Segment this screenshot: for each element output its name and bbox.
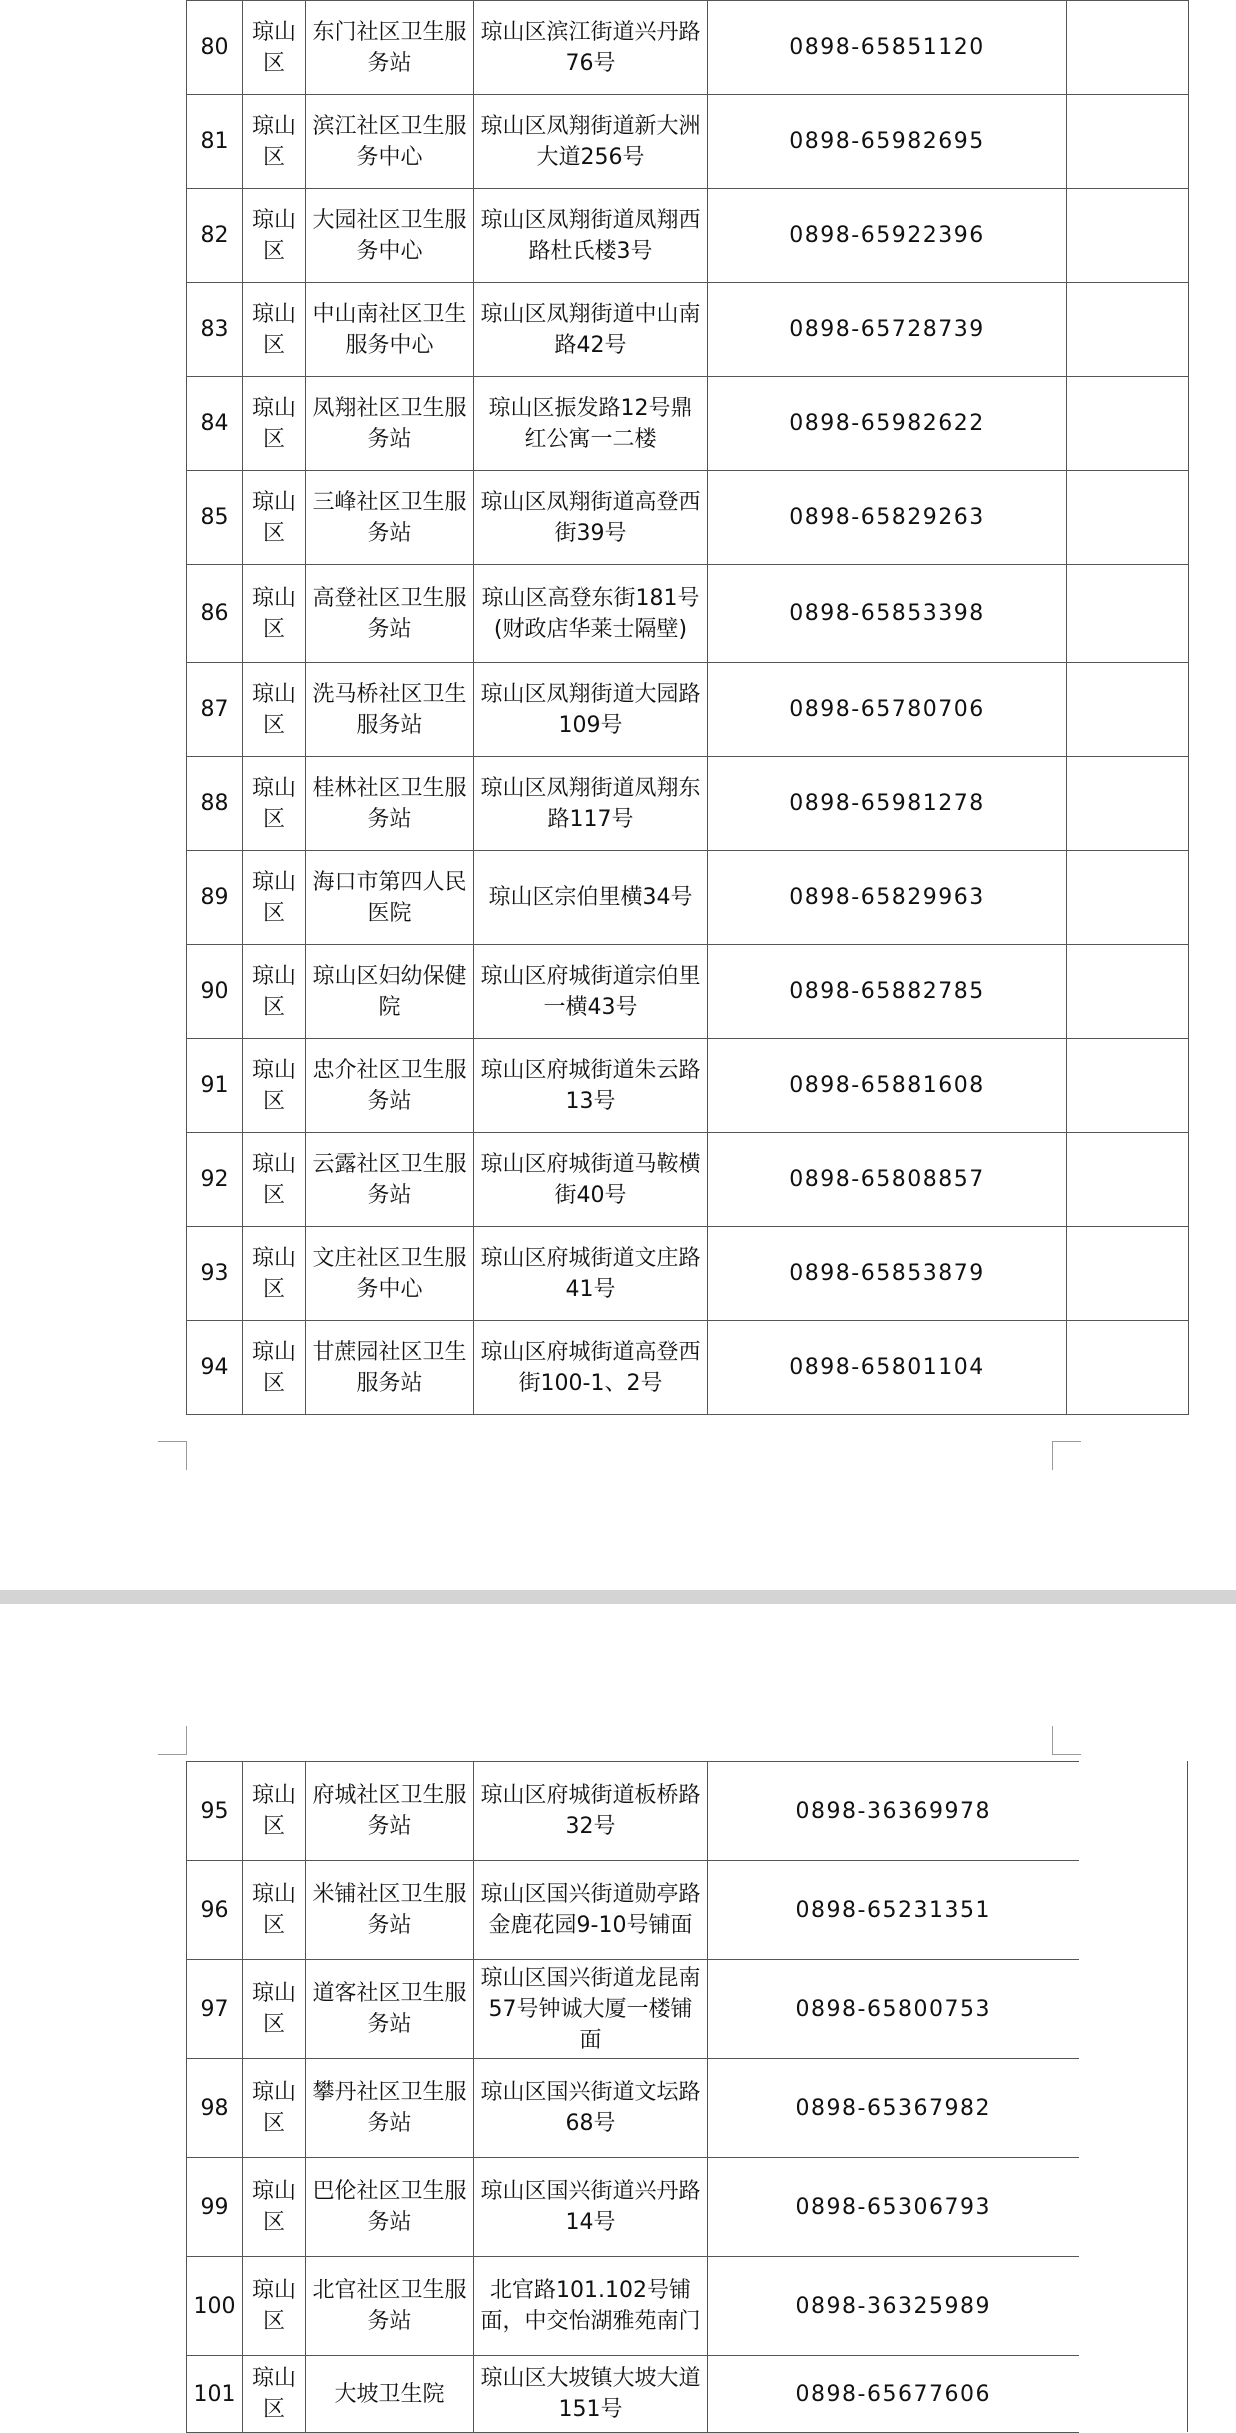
phone-cell: 0898-65808857 (708, 1133, 1067, 1227)
table-row (187, 1039, 1189, 1133)
table-row (187, 283, 1189, 377)
phone-cell: 0898-65853879 (708, 1227, 1067, 1321)
phone-cell: 0898-65728739 (708, 283, 1067, 377)
address-cell: 琼山区高登东街181号(财政店华莱士隔壁) (474, 565, 708, 663)
row-number-cell: 88 (187, 757, 243, 851)
clinic-name-cell: 府城社区卫生服务站 (306, 1762, 474, 1861)
empty-cell (1067, 565, 1189, 663)
row-number-cell: 80 (187, 1, 243, 95)
phone-cell: 0898-65851120 (708, 1, 1067, 95)
table-row (187, 945, 1189, 1039)
clinic-name-cell: 道客社区卫生服务站 (306, 1960, 474, 2059)
address-cell: 琼山区国兴街道文坛路68号 (474, 2059, 708, 2158)
address-cell: 琼山区国兴街道兴丹路14号 (474, 2158, 708, 2257)
address-cell: 琼山区振发路12号鼎红公寓一二楼 (474, 377, 708, 471)
table-row (187, 1762, 1079, 1861)
phone-cell: 0898-65881608 (708, 1039, 1067, 1133)
row-number-cell: 87 (187, 663, 243, 757)
row-number-cell: 89 (187, 851, 243, 945)
clinic-name-cell: 云露社区卫生服务站 (306, 1133, 474, 1227)
district-cell: 琼山区 (243, 1960, 306, 2059)
table-row (187, 1, 1189, 95)
phone-cell: 0898-65853398 (708, 565, 1067, 663)
clinic-name-cell: 米铺社区卫生服务站 (306, 1861, 474, 1960)
row-number-cell: 84 (187, 377, 243, 471)
address-cell: 琼山区府城街道马鞍横街40号 (474, 1133, 708, 1227)
clinic-table-page-1 (186, 0, 1189, 1415)
address-cell: 琼山区府城街道高登西街100-1、2号 (474, 1321, 708, 1415)
table-row (187, 2158, 1079, 2257)
empty-cell (1067, 945, 1189, 1039)
clinic-name-cell: 大园社区卫生服务中心 (306, 189, 474, 283)
district-cell: 琼山区 (243, 851, 306, 945)
document-page-2 (0, 1604, 1236, 2432)
crop-mark-bottom-left (158, 1441, 187, 1470)
empty-cell (1067, 1039, 1189, 1133)
phone-cell: 0898-65982695 (708, 95, 1067, 189)
row-number-cell: 82 (187, 189, 243, 283)
address-cell: 琼山区凤翔街道凤翔西路杜氏楼3号 (474, 189, 708, 283)
address-cell: 琼山区凤翔街道大园路109号 (474, 663, 708, 757)
district-cell: 琼山区 (243, 2257, 306, 2356)
table-row (187, 95, 1189, 189)
row-number-cell: 100 (187, 2257, 243, 2356)
district-cell: 琼山区 (243, 1321, 306, 1415)
district-cell: 琼山区 (243, 2059, 306, 2158)
address-cell: 琼山区府城街道文庄路41号 (474, 1227, 708, 1321)
phone-cell: 0898-65922396 (708, 189, 1067, 283)
table-row (187, 757, 1189, 851)
clinic-name-cell: 甘蔗园社区卫生服务站 (306, 1321, 474, 1415)
district-cell: 琼山区 (243, 565, 306, 663)
empty-cell (1067, 95, 1189, 189)
empty-cell (1067, 283, 1189, 377)
crop-mark-top-right (1052, 1726, 1081, 1755)
phone-cell: 0898-36325989 (708, 2257, 1079, 2356)
table-right-border-line (1187, 1761, 1188, 2432)
clinic-name-cell: 东门社区卫生服务站 (306, 1, 474, 95)
phone-cell: 0898-65231351 (708, 1861, 1079, 1960)
phone-cell: 0898-65829263 (708, 471, 1067, 565)
district-cell: 琼山区 (243, 945, 306, 1039)
address-cell: 琼山区凤翔街道中山南路42号 (474, 283, 708, 377)
district-cell: 琼山区 (243, 2356, 306, 2433)
table-row (187, 1321, 1189, 1415)
empty-cell (1067, 757, 1189, 851)
district-cell: 琼山区 (243, 95, 306, 189)
phone-cell: 0898-65367982 (708, 2059, 1079, 2158)
row-number-cell: 96 (187, 1861, 243, 1960)
address-cell: 琼山区府城街道朱云路13号 (474, 1039, 708, 1133)
district-cell: 琼山区 (243, 663, 306, 757)
phone-cell: 0898-36369978 (708, 1762, 1079, 1861)
phone-cell: 0898-65982622 (708, 377, 1067, 471)
district-cell: 琼山区 (243, 283, 306, 377)
empty-cell (1067, 1133, 1189, 1227)
crop-mark-top-left (158, 1726, 187, 1755)
table-row (187, 471, 1189, 565)
phone-cell: 0898-65801104 (708, 1321, 1067, 1415)
row-number-cell: 95 (187, 1762, 243, 1861)
clinic-name-cell: 滨江社区卫生服务中心 (306, 95, 474, 189)
phone-cell: 0898-65829963 (708, 851, 1067, 945)
address-cell: 琼山区宗伯里横34号 (474, 851, 708, 945)
clinic-table-page-2 (186, 1761, 1079, 2433)
district-cell: 琼山区 (243, 1, 306, 95)
clinic-name-cell: 巴伦社区卫生服务站 (306, 2158, 474, 2257)
address-cell: 琼山区国兴街道勋亭路金鹿花园9-10号铺面 (474, 1861, 708, 1960)
clinic-name-cell: 大坡卫生院 (306, 2356, 474, 2433)
district-cell: 琼山区 (243, 1861, 306, 1960)
crop-mark-bottom-right (1052, 1441, 1081, 1470)
clinic-name-cell: 三峰社区卫生服务站 (306, 471, 474, 565)
row-number-cell: 99 (187, 2158, 243, 2257)
table-row (187, 2059, 1079, 2158)
empty-cell (1067, 663, 1189, 757)
empty-cell (1067, 189, 1189, 283)
address-cell: 琼山区滨江街道兴丹路76号 (474, 1, 708, 95)
clinic-name-cell: 洗马桥社区卫生服务站 (306, 663, 474, 757)
table-row (187, 1227, 1189, 1321)
phone-cell: 0898-65981278 (708, 757, 1067, 851)
table-row (187, 2356, 1079, 2433)
row-number-cell: 81 (187, 95, 243, 189)
table-row (187, 2257, 1079, 2356)
address-cell: 琼山区大坡镇大坡大道151号 (474, 2356, 708, 2433)
address-cell: 琼山区凤翔街道新大洲大道256号 (474, 95, 708, 189)
district-cell: 琼山区 (243, 2158, 306, 2257)
table-row (187, 851, 1189, 945)
phone-cell: 0898-65780706 (708, 663, 1067, 757)
address-cell: 琼山区凤翔街道高登西街39号 (474, 471, 708, 565)
row-number-cell: 86 (187, 565, 243, 663)
page-separator (0, 1590, 1236, 1604)
empty-cell (1067, 851, 1189, 945)
address-cell: 琼山区国兴街道龙昆南57号钟诚大厦一楼铺面 (474, 1960, 708, 2059)
row-number-cell: 83 (187, 283, 243, 377)
clinic-name-cell: 攀丹社区卫生服务站 (306, 2059, 474, 2158)
clinic-name-cell: 凤翔社区卫生服务站 (306, 377, 474, 471)
table-row (187, 663, 1189, 757)
clinic-name-cell: 文庄社区卫生服务中心 (306, 1227, 474, 1321)
empty-cell (1067, 1227, 1189, 1321)
district-cell: 琼山区 (243, 1227, 306, 1321)
district-cell: 琼山区 (243, 1039, 306, 1133)
district-cell: 琼山区 (243, 189, 306, 283)
district-cell: 琼山区 (243, 377, 306, 471)
clinic-name-cell: 海口市第四人民医院 (306, 851, 474, 945)
row-number-cell: 90 (187, 945, 243, 1039)
table-row (187, 1960, 1079, 2059)
table-row (187, 1861, 1079, 1960)
table-row (187, 565, 1189, 663)
empty-cell (1067, 377, 1189, 471)
row-number-cell: 85 (187, 471, 243, 565)
row-number-cell: 97 (187, 1960, 243, 2059)
row-number-cell: 94 (187, 1321, 243, 1415)
address-cell: 琼山区府城街道板桥路32号 (474, 1762, 708, 1861)
phone-cell: 0898-65882785 (708, 945, 1067, 1039)
district-cell: 琼山区 (243, 1133, 306, 1227)
empty-cell (1067, 471, 1189, 565)
clinic-name-cell: 北官社区卫生服务站 (306, 2257, 474, 2356)
clinic-name-cell: 桂林社区卫生服务站 (306, 757, 474, 851)
clinic-name-cell: 琼山区妇幼保健院 (306, 945, 474, 1039)
phone-cell: 0898-65306793 (708, 2158, 1079, 2257)
empty-cell (1067, 1321, 1189, 1415)
clinic-name-cell: 忠介社区卫生服务站 (306, 1039, 474, 1133)
district-cell: 琼山区 (243, 471, 306, 565)
clinic-name-cell: 中山南社区卫生服务中心 (306, 283, 474, 377)
table-row (187, 377, 1189, 471)
row-number-cell: 101 (187, 2356, 243, 2433)
address-cell: 琼山区凤翔街道凤翔东路117号 (474, 757, 708, 851)
table-row (187, 189, 1189, 283)
empty-cell (1067, 1, 1189, 95)
phone-cell: 0898-65800753 (708, 1960, 1079, 2059)
row-number-cell: 98 (187, 2059, 243, 2158)
address-cell: 北官路101.102号铺面，中交怡湖雅苑南门 (474, 2257, 708, 2356)
address-cell: 琼山区府城街道宗伯里一横43号 (474, 945, 708, 1039)
district-cell: 琼山区 (243, 1762, 306, 1861)
clinic-name-cell: 高登社区卫生服务站 (306, 565, 474, 663)
district-cell: 琼山区 (243, 757, 306, 851)
row-number-cell: 91 (187, 1039, 243, 1133)
table-row (187, 1133, 1189, 1227)
phone-cell: 0898-65677606 (708, 2356, 1079, 2433)
row-number-cell: 93 (187, 1227, 243, 1321)
row-number-cell: 92 (187, 1133, 243, 1227)
